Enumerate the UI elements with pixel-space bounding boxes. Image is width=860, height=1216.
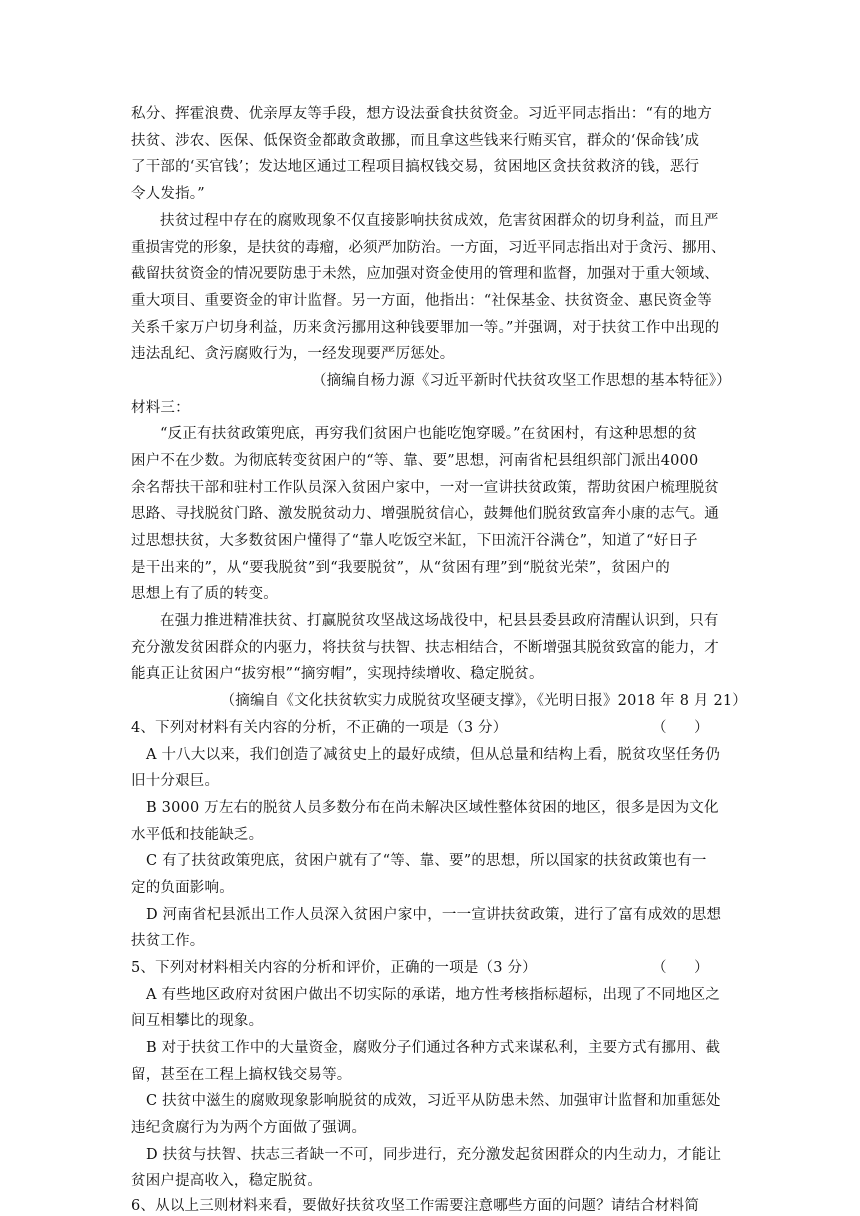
- text-line: 充分激发贫困群众的内驱力，将扶贫与扶智、扶志相结合，不断增强其脱贫致富的能力，才: [131, 640, 719, 656]
- option-c: C 扶贫中滋生的腐败现象影响脱贫的成效，习近平从防患未然、加强审计监督和加重惩处: [146, 1093, 721, 1109]
- section-heading: 材料三：: [131, 400, 190, 416]
- option-b: B 对于扶贫工作中的大量资金，腐败分子们通过各种方式来谋私利，主要方式有挪用、截: [146, 1040, 721, 1056]
- text-line: 旧十分艰巨。: [131, 773, 220, 789]
- text-line: 重损害党的形象，是扶贫的毒瘤，必须严加防治。一方面，习近平同志指出对于贪污、挪用、: [131, 240, 726, 256]
- answer-blank: （ ）: [652, 720, 709, 736]
- option-d: D 河南省杞县派出工作人员深入贫困户家中，一一宣讲扶贫政策，进行了富有成效的思想: [146, 907, 722, 923]
- question-5-stem: 5、下列对材料相关内容的分析和评价，正确的一项是（3 分）: [131, 960, 537, 976]
- text-line: 留，甚至在工程上搞权钱交易等。: [131, 1067, 352, 1083]
- option-a: A 十八大以来，我们创造了减贫史上的最好成绩，但从总量和结构上看，脱贫攻坚任务仍: [146, 747, 721, 763]
- text-line: 在强力推进精准扶贫、打赢脱贫攻坚战这场战役中，杞县县委县政府清醒认识到，只有: [160, 613, 719, 629]
- text-line: 余名帮扶干部和驻村工作队员深入贫困户家中，一对一宣讲扶贫政策，帮助贫困户梳理脱贫: [131, 480, 719, 496]
- source-citation: （摘编自杨力源《习近平新时代扶贫攻坚工作思想的基本特征》）: [311, 373, 731, 389]
- text-line: 思路、寻找脱贫门路、激发脱贫动力、增强脱贫信心，鼓舞他们脱贫致富奔小康的志气。通: [131, 506, 719, 522]
- text-line: 截留扶贫资金的情况要防患于未然，应加强对资金使用的管理和监督，加强对于重大领域、: [131, 266, 719, 282]
- source-citation: （摘编自《文化扶贫软实力成脱贫攻坚硬支撑》，《光明日报》2018 年 8 月 21）: [220, 693, 747, 709]
- text-line: 定的负面影响。: [131, 880, 234, 896]
- question-4-stem: 4、下列对材料有关内容的分析，不正确的一项是（3 分）: [131, 720, 508, 736]
- text-line: 是干出来的”，从“要我脱贫”到“我要脱贫”，从“贫困有理”到“脱贫光荣”，贫困户的: [131, 560, 670, 576]
- text-line: 了干部的‘买官钱’；发达地区通过工程项目搞权钱交易，贫困地区贪扶贫救济的钱，恶行: [131, 159, 700, 175]
- text-line: 过思想扶贫，大多数贫困户懂得了“靠人吃饭空米缸，下田流汗谷满仓”，知道了“好日子: [131, 533, 698, 549]
- text-line: 水平低和技能缺乏。: [131, 827, 264, 843]
- text-line: 关系千家万户切身利益，历来贪污挪用这种钱要罪加一等。”并强调，对于扶贫工作中出现的: [131, 320, 720, 336]
- option-b: B 3000 万左右的脱贫人员多数分布在尚未解决区域性整体贫困的地区，很多是因为文化: [146, 800, 719, 816]
- text-line: 私分、挥霍浪费、优亲厚友等手段，想方设法蚕食扶贫资金。习近平同志指出：“有的地方: [131, 106, 712, 122]
- text-line: 扶贫、涉农、医保、低保资金都敢贪敢挪，而且拿这些钱来行贿买官，群众的‘保命钱’成: [131, 133, 700, 149]
- text-line: 违纪贪腐行为为两个方面做了强调。: [131, 1120, 367, 1136]
- option-a: A 有些地区政府对贫困户做出不切实际的承诺，地方性考核指标超标，出现了不同地区之: [146, 987, 721, 1003]
- text-line: 令人发指。”: [131, 186, 205, 202]
- text-line: 扶贫过程中存在的腐败现象不仅直接影响扶贫成效，危害贫困群众的切身利益，而且严: [160, 213, 719, 229]
- text-line: 间互相攀比的现象。: [131, 1013, 264, 1029]
- answer-blank: （ ）: [652, 960, 709, 976]
- option-c: C 有了扶贫政策兜底，贫困户就有了“等、靠、要”的思想，所以国家的扶贫政策也有一: [146, 853, 707, 869]
- text-line: “反正有扶贫政策兜底，再穷我们贫困户也能吃饱穿暖。”在贫困村，有这种思想的贫: [160, 426, 698, 442]
- text-line: 能真正让贫困户“拔穷根”“摘穷帽”，实现持续增收、稳定脱贫。: [131, 666, 544, 682]
- text-line: 重大项目、重要资金的审计监督。另一方面，他指出：“社保基金、扶贫资金、惠民资金等: [131, 293, 712, 309]
- text-line: 违法乱纪、贪污腐败行为，一经发现要严厉惩处。: [131, 346, 455, 362]
- text-line: 贫困户提高收入，稳定脱贫。: [131, 1173, 323, 1189]
- option-d: D 扶贫与扶智、扶志三者缺一不可，同步进行，充分激发起贫困群众的内生动力，才能让: [146, 1147, 722, 1163]
- question-6-stem: 6、从以上三则材料来看，要做好扶贫攻坚工作需要注意哪些方面的问题？请结合材料简: [131, 1198, 700, 1214]
- text-line: 扶贫工作。: [131, 933, 205, 949]
- text-line: 思想上有了质的转变。: [131, 586, 278, 602]
- text-line: 困户不在少数。为彻底转变贫困户的“等、靠、要”思想，河南省杞县组织部门派出4000: [131, 453, 699, 469]
